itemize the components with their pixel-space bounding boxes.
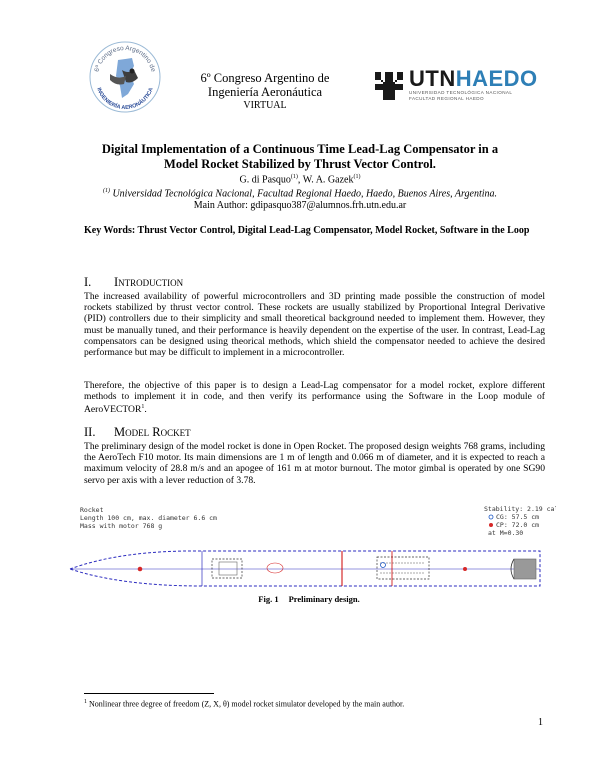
keywords: Key Words: Thrust Vector Control, Digital Lead-Lag Compensator, Model Rocket, Software in the Loop bbox=[84, 225, 530, 236]
figure-right-text-3: CP: 72.0 cm bbox=[496, 521, 540, 529]
cp-legend-icon bbox=[489, 523, 493, 527]
footnote-divider bbox=[84, 693, 214, 694]
institution-subtitle bbox=[409, 90, 512, 101]
nose-weight bbox=[138, 567, 143, 572]
author-2: , W. A. Gazek bbox=[297, 174, 354, 186]
section-heading-model-rocket bbox=[84, 425, 191, 439]
author-2-sup: (1) bbox=[353, 174, 361, 180]
section-number: I. bbox=[84, 275, 92, 289]
figure-left-text-1: Rocket bbox=[80, 506, 104, 514]
figure-left-text-3: Mass with motor 768 g bbox=[80, 522, 163, 530]
paragraph: The preliminary design of the model rocket is done in Open Rocket. The proposed design weights 768 grams, including the AeroTech F10 motor. Its main dimensions are 1 m of length and 0.066 m of diameter, and it is expected to reach a maximum velocity of 28.8 m/s and an apogee of 161 m at motor burnout. The motor gimbal is operated by one SG90 servo per axis with a lever reduction of 3.78. bbox=[84, 441, 545, 486]
figure-caption-text: Preliminary design. bbox=[288, 594, 360, 604]
footnote-mark: 1 bbox=[84, 699, 87, 705]
institution-sub1: UNIVERSIDAD TECNOLÓGICA NACIONAL bbox=[409, 90, 513, 95]
footnote bbox=[84, 697, 545, 710]
cg-legend-icon bbox=[489, 515, 493, 519]
paragraph-end: . bbox=[144, 404, 147, 416]
avionics-board bbox=[219, 562, 237, 575]
paragraph bbox=[84, 380, 545, 416]
footnote-ref: 1 bbox=[141, 404, 145, 411]
author-1-sup: (1) bbox=[290, 174, 298, 180]
paper-title-line1: Digital Implementation of a Continuous Time Lead-Lag Compensator in a bbox=[101, 142, 499, 156]
paragraph: The increased availability of powerful microcontrollers and 3D printing made possible the construction of model rockets stabilized by thrust vector control. These rockets are usually stabilized by Proportional Integral Derivative (PID) controllers due to their simplicity and small theoretical background needed to implement them. However, they must be manually tuned, and their performance is heavily dependent on the expertise of the user. In contrast, Lead-Lag compensators can be designed using theorical methods, which shield the compensator needed to achieve the desired performance but may be difficult to implement in a microcontroller. bbox=[84, 291, 545, 359]
affiliation bbox=[70, 186, 530, 200]
footnote-text: Nonlinear three degree of freedom (Z, X, θ) model rocket simulator developed by the main author. bbox=[87, 699, 405, 709]
parachute bbox=[267, 563, 283, 573]
institution-name-utn: UTN bbox=[409, 66, 456, 91]
logo-arc-bottom: INGENIERÍA AERONÁUTICA bbox=[95, 86, 155, 112]
conference-title bbox=[190, 71, 340, 113]
affiliation-sup: (1) bbox=[102, 187, 110, 194]
conference-logo bbox=[88, 40, 162, 114]
author-block bbox=[70, 172, 530, 211]
conference-line1: 6º Congreso Argentino de bbox=[200, 71, 330, 85]
author-1: G. di Pasquo bbox=[239, 174, 291, 186]
institution-logo bbox=[373, 66, 538, 108]
logo-arc-top: 6º Congreso Argentino de bbox=[93, 44, 157, 73]
main-author: Main Author: gdipasquo387@alumnos.frh.utn.edu.ar bbox=[193, 199, 407, 211]
figure-caption bbox=[62, 594, 556, 604]
conference-line2: Ingeniería Aeronáutica bbox=[207, 85, 323, 99]
section-heading-introduction bbox=[84, 275, 183, 289]
figure-right-text-4: at M=0.30 bbox=[488, 529, 524, 537]
utn-emblem-icon bbox=[373, 70, 405, 102]
institution-name bbox=[409, 68, 538, 90]
affiliation-text: Universidad Tecnológica Nacional, Facultad Regional Haedo, Haedo, Buenos Aires, Argentina. bbox=[109, 188, 498, 200]
figure-right-text-1: Stability: 2.19 cal bbox=[484, 505, 556, 513]
figure-left-text-2: Length 100 cm, max. diameter 6.6 cm bbox=[80, 514, 217, 522]
rocket-diagram bbox=[62, 500, 556, 592]
paper-title-line2: Model Rocket Stabilized by Thrust Vector Control. bbox=[164, 157, 436, 171]
section-number: II. bbox=[84, 425, 96, 439]
section-title: Introduction bbox=[114, 275, 184, 289]
paragraph-text: Therefore, the objective of this paper is to design a Lead-Lag compensator for a model rocket, explore different methods to implement it in code, and then verify its performance using the Software in the Loop module of AeroVECTOR bbox=[84, 380, 545, 416]
motor-mount bbox=[514, 559, 536, 579]
figure-right-text-2: CG: 57.5 cm bbox=[496, 513, 540, 521]
cp-marker bbox=[463, 567, 467, 571]
paper-title bbox=[70, 142, 530, 172]
institution-sub2: FACULTAD REGIONAL HAEDO bbox=[409, 95, 484, 101]
flight-computer-bay bbox=[377, 557, 429, 579]
section-title: Model Rocket bbox=[114, 425, 191, 439]
figure-label: Fig. 1 bbox=[258, 594, 279, 604]
institution-name-haedo: HAEDO bbox=[455, 66, 538, 91]
author-list bbox=[70, 172, 530, 186]
page-number: 1 bbox=[538, 717, 543, 728]
conference-line3: VIRTUAL bbox=[243, 100, 287, 111]
